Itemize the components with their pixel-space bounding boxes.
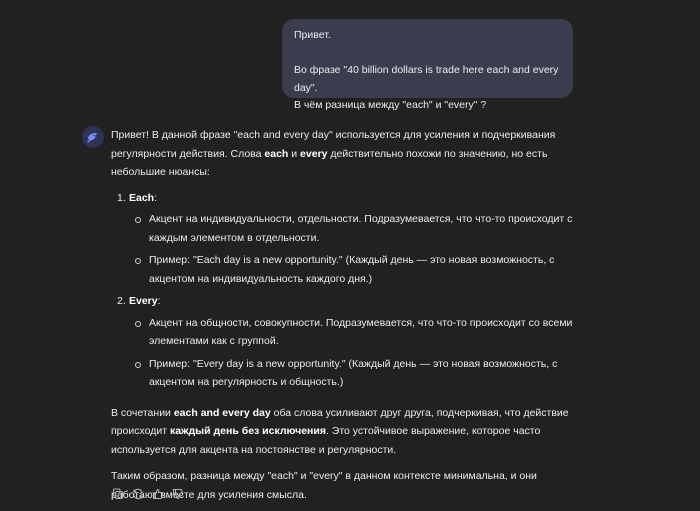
thumbs-down-button[interactable] (171, 487, 185, 501)
answer-conclusion: Таким образом, разница между "each" и "every" в данном контексте минимальна, и они работают вместе для усиления смысла. (111, 470, 537, 501)
assistant-logo-icon (86, 130, 100, 144)
user-message-bubble (282, 19, 573, 111)
thumbs-up-icon (152, 488, 164, 500)
copy-button[interactable] (111, 487, 125, 501)
assistant-message (111, 126, 581, 504)
user-message-line: В чём разница между "each" и "every" ? (294, 99, 487, 111)
bullet-item: Пример: "Each day is a new opportunity." (Каждый день — это новая возможность, с акцентом на индивидуальность каждого дня.) (129, 251, 581, 288)
message-actions (111, 487, 185, 501)
copy-icon (112, 488, 124, 500)
assistant-avatar-icon (82, 126, 104, 148)
bullet-item: Акцент на общности, совокупности. Подразумевается, что что-то происходит со всеми элементами как с группой. (129, 314, 581, 351)
user-message-line: Во фразе "40 billion dollars is trade here each and every day". (294, 64, 559, 94)
answer-combo-paragraph: В сочетании each and every day оба слова усиливают друг друга, подчеркивая, что действие происходит каждый день без исключения. Это устойчивое выражение, которое часто используется для акцента на постоянстве и регулярности. (111, 406, 569, 456)
list-item: 1. Each: Акцент на индивидуальности, отдельности. Подразумевается, что что-то происходит с каждым элементом в отдельности. Пример: "Each day is a new opportunity." (Каждый день — это новая возможность, с акцентом на индивидуальность каждого дня.) (111, 189, 581, 289)
thumbs-down-icon (172, 488, 184, 500)
bullet-item: Акцент на индивидуальности, отдельности. Подразумевается, что что-то происходит с каждым элементом в отдельности. (129, 210, 581, 247)
list-item: 2. Every: Акцент на общности, совокупности. Подразумевается, что что-то происходит со всеми элементами как с группой. Пример: "Every day is a new opportunity." (Каждый день — это новая возможность, с акцентом на регулярность и общность.) (111, 292, 581, 392)
answer-intro: Привет! В данной фразе "each and every day" используется для усиления и подчеркивания регулярности действия. Слова each и every действительно похожи по значению, но есть небольшие нюансы: (111, 129, 556, 178)
bullet-item: Пример: "Every day is a new opportunity." (Каждый день — это новая возможность, с акцентом на регулярность и общность.) (129, 355, 581, 392)
regenerate-button[interactable] (131, 487, 145, 501)
thumbs-up-button[interactable] (151, 487, 165, 501)
regenerate-icon (132, 488, 144, 500)
answer-list (111, 189, 581, 392)
user-message-line: Привет. (294, 29, 331, 41)
